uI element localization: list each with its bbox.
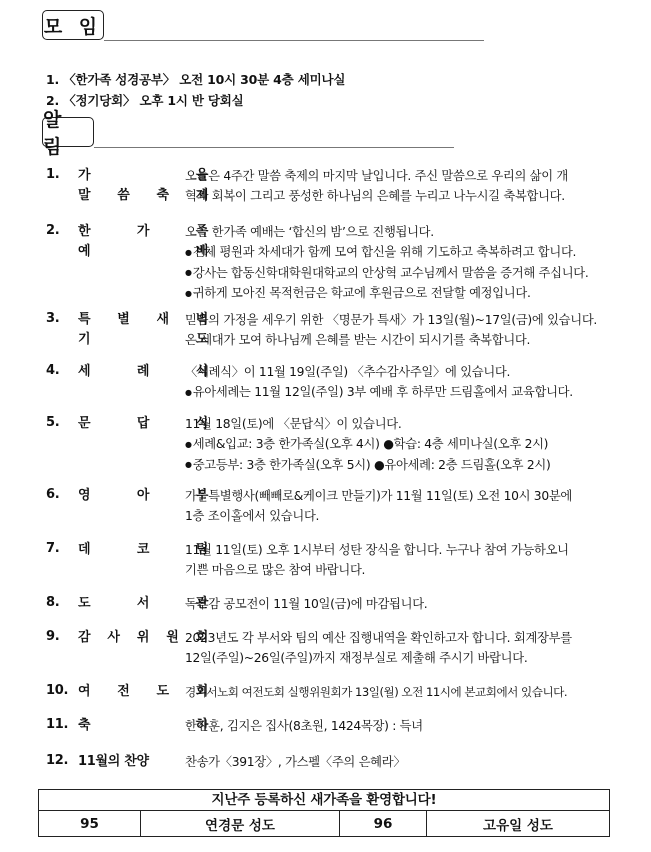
notice-number: 1. xyxy=(46,167,60,182)
notice-number: 12. xyxy=(46,753,69,768)
notice-section-divider xyxy=(94,147,454,148)
notice-number: 2. xyxy=(46,223,60,238)
welcome-name-cell: 고유일 성도 xyxy=(483,818,553,834)
welcome-row xyxy=(39,811,609,837)
meeting-section-title: 모 임 xyxy=(43,15,103,38)
notice-content: 오늘 한가족 예배는 ‘합신의 밤’으로 진행됩니다. ● 전체 평원과 차세대가 함께 모여 합신을 위해 기도하고 축복하려고 합니다. ● 강사는 합동신학대학원대학교의 안상혁 교수님께서 말씀을 증거해 주십니다. ● 귀하게 모아진 목적헌금은 학교에 후원금으로 전달할 예정입니다. xyxy=(185,222,625,304)
notice-label: 세 례 식 xyxy=(78,364,208,379)
notice-label: 도 서 관 xyxy=(78,596,208,611)
notice-number: 11. xyxy=(46,717,69,732)
notice-number: 3. xyxy=(46,311,60,326)
notice-number: 4. xyxy=(46,363,60,378)
notice-label: 특 별 새 벽 기 도 xyxy=(78,312,208,347)
meeting-section-header xyxy=(42,10,104,40)
notice-number: 10. xyxy=(46,683,69,698)
notice-label: 문 답 식 xyxy=(78,416,208,431)
notice-number: 9. xyxy=(46,629,60,644)
welcome-number-cell: 95 xyxy=(39,811,141,837)
notice-content: 〈세례식〉이 11월 19일(주일) 〈추수감사주일〉에 있습니다. ● 유아세례는 11월 12일(주일) 3부 예배 후 하루만 드림홀에서 교육합니다. xyxy=(185,362,625,403)
notice-content: 오늘은 4주간 말씀 축제의 마지막 날입니다. 주신 말씀으로 우리의 삶이 개 혁과 회복이 그리고 풍성한 하나님의 은혜를 누리고 나누시길 축복합니다. xyxy=(185,169,569,203)
welcome-name-cell: 연경문 성도 xyxy=(141,811,340,837)
notice-content: 독후감 공모전이 11월 10일(금)에 마감됩니다. xyxy=(185,597,428,611)
notice-number: 8. xyxy=(46,595,60,610)
notice-content: 찬송가〈391장〉, 가스펠〈주의 은혜라〉 xyxy=(185,755,406,769)
welcome-number-cell: 96 xyxy=(340,811,427,837)
notice-number: 5. xyxy=(46,415,60,430)
meeting-section-divider xyxy=(104,40,484,41)
notice-content: 11월 11일(토) 오후 1시부터 성탄 장식을 합니다. 누구나 참여 가능하오니 기쁜 마음으로 많은 참여 바랍니다. xyxy=(185,543,569,577)
welcome-title: 지난주 등록하신 새가족을 환영합니다! xyxy=(39,790,609,811)
notice-content: 2023년도 각 부서와 팀의 예산 집행내역을 확인하고자 합니다. 회계장부를 12일(주일)~26일(주일)까지 재정부실로 제출해 주시기 바랍니다. xyxy=(185,631,572,665)
notice-number: 7. xyxy=(46,541,60,556)
notice-section-title: 알 림 xyxy=(43,109,67,158)
notice-content: 믿음의 가정을 세우기 위한 〈명문가 특새〉가 13일(월)~17일(금)에 있습니다. 온 세대가 모여 하나님께 은혜를 받는 시간이 되시기를 축복합니다. xyxy=(185,313,598,347)
notice-content: 경기서노회 여전도회 실행위원회가 13일(월) 오전 11시에 본교회에서 있습니다. xyxy=(185,685,568,699)
notice-content: 11월 18일(토)에 〈문답식〉이 있습니다. ● 세례&입교: 3층 한가족실(오후 4시) ●학습: 4층 세미나실(오후 2시) ● 중고등부: 3층 한가족실(오후 5시) ●유아세례: 2층 드림홀(오후 2시) xyxy=(185,414,625,475)
meeting-item-2: 2. 〈정기당회〉 오후 1시 반 당회실 xyxy=(46,93,244,108)
notice-number: 6. xyxy=(46,487,60,502)
notice-label: 영 아 부 xyxy=(78,488,208,503)
notice-label: 축 하 xyxy=(78,718,208,733)
notice-section-header xyxy=(42,109,94,158)
notice-label: 한 가 족 예 배 xyxy=(78,224,208,259)
notice-content: 가을특별행사(빼빼로&케이크 만들기)가 11월 11일(토) 오전 10시 30분에 1층 조이홀에서 있습니다. xyxy=(185,489,573,523)
notice-label: 데 코 팀 xyxy=(78,542,208,557)
notice-label: 여 전 도 회 xyxy=(78,684,208,699)
welcome-new-family-table xyxy=(38,789,610,837)
meeting-item-1: 1. 〈한가족 성경공부〉 오전 10시 30분 4층 세미나실 xyxy=(46,72,346,87)
notice-content: 한진훈, 김지은 집사(8초원, 1424목장) : 득녀 xyxy=(185,719,423,733)
notice-label: 11월의 찬양 xyxy=(78,754,149,769)
notice-label: 가 을 말 씀 축 제 xyxy=(78,168,208,203)
notice-label: 감 사 위 원 회 xyxy=(78,630,208,645)
